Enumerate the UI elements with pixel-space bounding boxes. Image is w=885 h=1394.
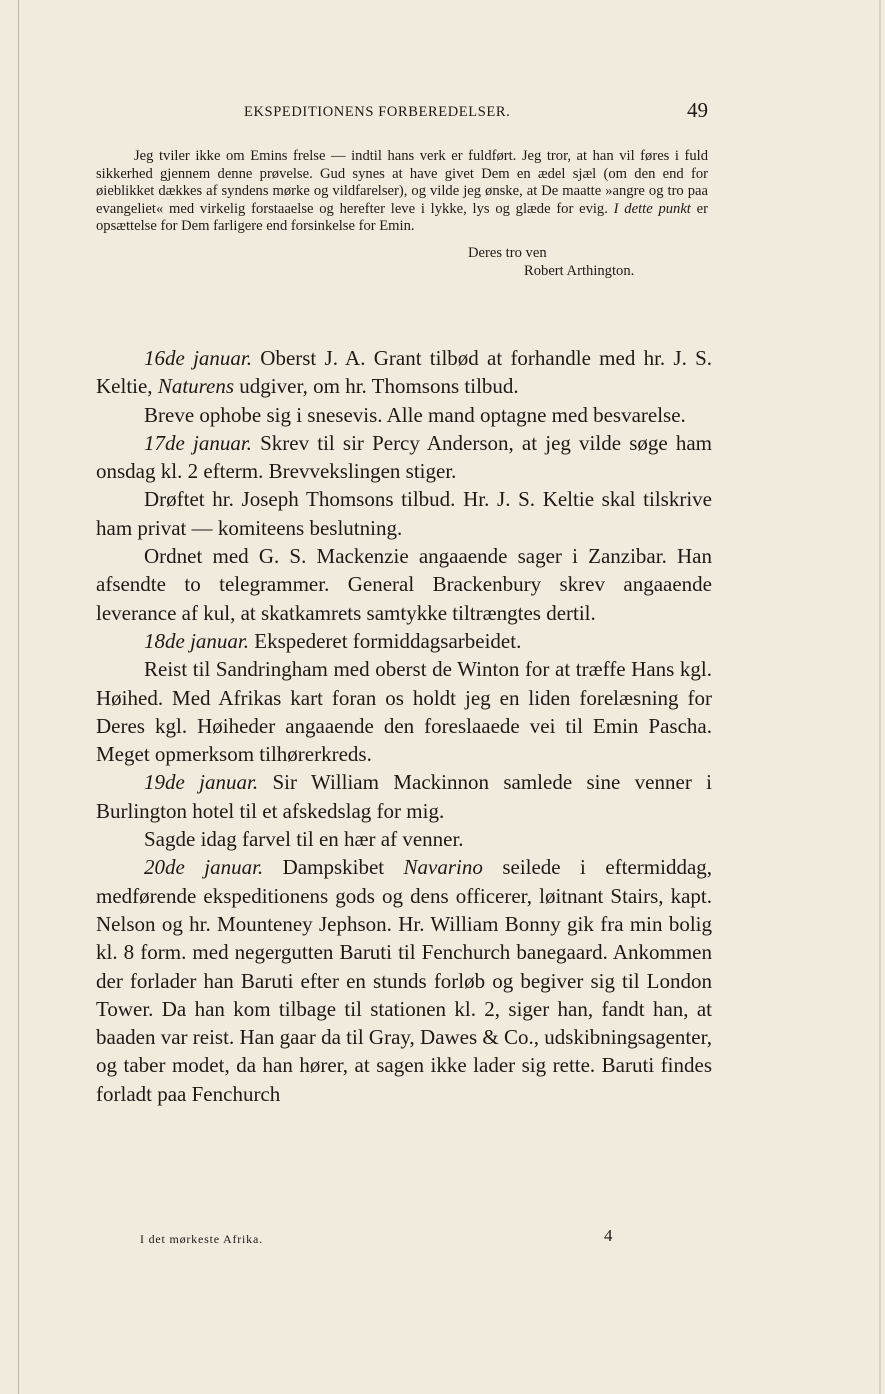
diary-text: udgiver, om hr. Thomsons tilbud. xyxy=(239,374,519,399)
letter-signoff xyxy=(96,244,708,280)
diary-text: Dampskibet xyxy=(282,855,385,880)
diary-paragraph xyxy=(96,627,712,655)
diary-text: Sir William Mackinnon samlede sine venner i Burlington hotel til et afskedslag for mig. xyxy=(96,770,713,823)
diary-paragraph: Ordnet med G. S. Mackenzie angaaende sager i Zanzibar. Han afsendte to telegrammer. General Brackenbury skrev angaaende leverance af kul, at skatkamrets samtykke tiltrængtes dertil. xyxy=(96,544,712,625)
diary-date: 18de januar. xyxy=(144,628,249,653)
page-number: 49 xyxy=(687,98,708,122)
diary-paragraph: Breve ophobe sig i snesevis. Alle mand optagne med besvarelse. xyxy=(144,402,686,427)
diary-text: Ekspederet formiddagsarbeidet. xyxy=(254,628,522,653)
letter-closing: Deres tro ven xyxy=(468,244,547,261)
diary-paragraph xyxy=(96,429,712,486)
letter-paragraph xyxy=(96,148,708,236)
running-title: EKSPEDITIONENS FORBEREDELSER. xyxy=(244,104,511,120)
diary-paragraph: Sagde idag farvel til en hær af venner. xyxy=(144,827,464,852)
diary-paragraph xyxy=(96,853,712,1108)
diary-paragraph: Reist til Sandringham med oberst de Winton for at træffe Hans kgl. Høihed. Med Afrikas kart foran os holdt jeg en liden forelæsning for Deres kgl. Høiheder angaaende den foreslaaede vei til Emin Pascha. Meget opmerksom tilhørerkreds. xyxy=(96,657,712,767)
diary-text: Skrev til sir Percy Anderson, at jeg vilde søge ham onsdag kl. 2 efterm. Brevvekslingen stiger. xyxy=(96,430,713,484)
signature-mark: 4 xyxy=(604,1226,613,1245)
diary-paragraph xyxy=(96,344,712,401)
diary-text: seilede i eftermiddag, medførende ekspeditionens gods og dens officerer, løitnant Stairs, kapt. Nelson og hr. Mounteney Jephson. Hr. William Bonny gik fra min bolig kl. 8 form. med negergutten Baruti til Fenchurch banegaard. Ankommen der forlader han Baruti efter en stunds forløb og begiver sig til London Tower. Da han kom tilbage til stationen kl. 2, siger han, fandt han, at baaden var reist. Han gaar da til Gray, Dawes & Co., udskibningsagenter, og taber modet, da han hører, at sagen ikke lader sig rette. Baruti findes forladt paa Fenchurch xyxy=(96,855,713,1106)
letter-text-end: er opsættelse for Dem farligere end forsinkelse for Emin. xyxy=(96,200,708,234)
diary-entries xyxy=(96,344,712,1108)
footer-book-title: I det mørkeste Afrika. xyxy=(140,1232,263,1246)
ship-name: Navarino xyxy=(403,855,483,880)
letter-emphasis: I dette punkt xyxy=(613,200,691,217)
running-head xyxy=(96,100,712,126)
diary-paragraph: Drøftet hr. Joseph Thomsons tilbud. Hr. J. S. Keltie skal tilskrive ham privat — komiteens beslutning. xyxy=(96,487,712,540)
diary-date: 19de januar. xyxy=(144,770,259,795)
diary-date: 20de januar. xyxy=(144,855,264,880)
letter-text: Jeg tviler ikke om Emins frelse — indtil hans verk er fuldført. Jeg tror, at han vil føres i fuld sikkerhed gjennem denne prøvelse. Gud synes at have givet Dem en ædel sjæl (om den end for øieblikket dækkes af syndens mørke og vildfarelser), og vilde jeg ønske, at De maatte »angre og tro paa evangeliet« med virkelig forstaaelse og herefter leve i lykke, lys og glæde for evig. xyxy=(96,148,708,217)
publication-title: Naturens xyxy=(157,374,235,399)
diary-paragraph xyxy=(96,768,712,825)
page-footer xyxy=(96,1226,712,1250)
diary-date: 16de januar. xyxy=(144,346,253,370)
diary-date: 17de januar. xyxy=(144,430,252,455)
letter-signature: Robert Arthington. xyxy=(524,262,635,279)
letter-excerpt xyxy=(96,148,708,280)
diary-text: Oberst J. A. Grant tilbød at forhandle med hr. J. S. Keltie, xyxy=(96,346,713,399)
